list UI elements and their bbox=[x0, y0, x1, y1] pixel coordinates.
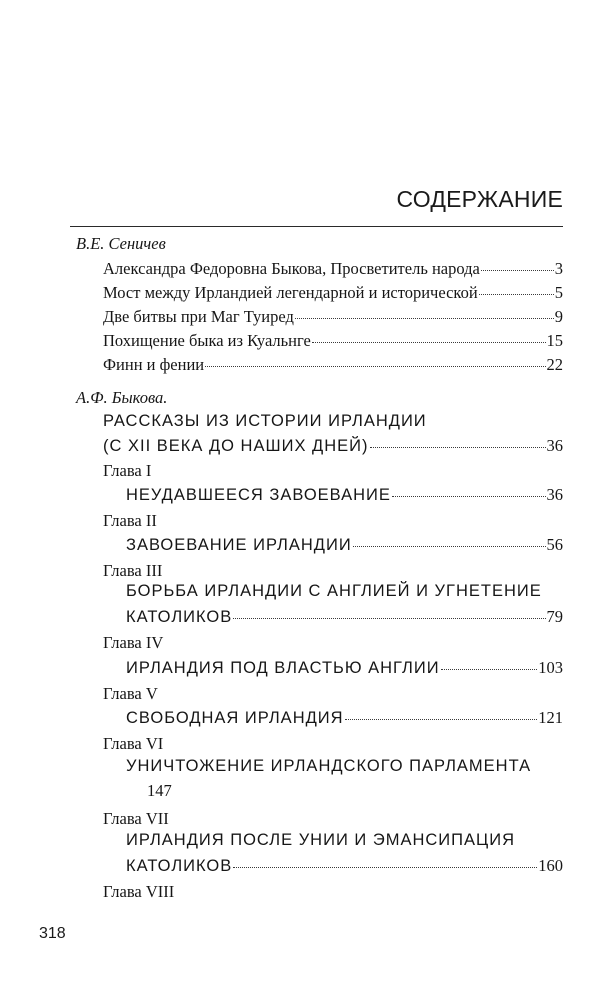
toc-entry-page: 3 bbox=[554, 259, 563, 278]
chapter-label: Глава V bbox=[103, 684, 158, 703]
dot-leader bbox=[295, 317, 554, 319]
dot-leader bbox=[479, 293, 554, 295]
chapter-label: Глава VII bbox=[103, 809, 169, 828]
section-author: А.Ф. Быкова. bbox=[76, 388, 168, 407]
chapter-title: СВОБОДНАЯ ИРЛАНДИЯ bbox=[126, 709, 344, 727]
dot-leader bbox=[370, 446, 546, 448]
dot-leader bbox=[205, 365, 545, 367]
toc-entry-page: 9 bbox=[554, 307, 563, 326]
toc-heading: СОДЕРЖАНИЕ bbox=[396, 186, 563, 212]
dot-leader bbox=[392, 495, 546, 497]
toc-entry-page: 5 bbox=[554, 283, 563, 302]
dot-leader bbox=[233, 617, 545, 619]
dot-leader bbox=[233, 866, 537, 868]
chapter-page: 147 bbox=[147, 781, 172, 800]
chapter-title-line: БОРЬБА ИРЛАНДИИ С АНГЛИЕЙ И УГНЕТЕНИЕ bbox=[126, 582, 542, 600]
chapter-label: Глава VIII bbox=[103, 882, 175, 901]
chapter-entry[interactable] bbox=[126, 856, 563, 876]
chapter-title: НЕУДАВШЕЕСЯ ЗАВОЕВАНИЕ bbox=[126, 486, 391, 504]
chapter-entry[interactable] bbox=[126, 485, 563, 505]
chapter-title: КАТОЛИКОВ bbox=[126, 608, 233, 626]
toc-entry-title: Две битвы при Маг Туиред bbox=[103, 307, 294, 326]
chapter-title: ЗАВОЕВАНИЕ ИРЛАНДИИ bbox=[126, 536, 352, 554]
chapter-page: 103 bbox=[538, 658, 563, 677]
toc-entry[interactable] bbox=[103, 355, 563, 375]
chapter-label: Глава IV bbox=[103, 633, 164, 652]
dot-leader bbox=[312, 341, 546, 343]
chapter-label: Глава I bbox=[103, 461, 152, 480]
chapter-page: 36 bbox=[546, 485, 563, 504]
chapter-title: УНИЧТОЖЕНИЕ ИРЛАНДСКОГО ПАРЛАМЕНТА bbox=[126, 757, 532, 775]
toc-entry[interactable] bbox=[103, 283, 563, 303]
toc-entry-page: 22 bbox=[546, 355, 563, 374]
page-number: 318 bbox=[39, 925, 66, 942]
book-title-line: (С XII ВЕКА ДО НАШИХ ДНЕЙ) bbox=[103, 437, 369, 455]
dot-leader bbox=[441, 668, 538, 670]
chapter-title-line: ИРЛАНДИЯ ПОСЛЕ УНИИ И ЭМАНСИПАЦИЯ bbox=[126, 831, 515, 849]
dot-leader bbox=[353, 545, 546, 547]
toc-entry[interactable] bbox=[103, 259, 563, 279]
toc-entry-title: Александра Федоровна Быкова, Просветитель народа bbox=[103, 259, 480, 278]
chapter-page: 160 bbox=[538, 856, 563, 875]
chapter-entry[interactable] bbox=[126, 535, 563, 555]
toc-entry[interactable] bbox=[103, 307, 563, 327]
chapter-title: КАТОЛИКОВ bbox=[126, 857, 233, 875]
toc-entry[interactable] bbox=[103, 331, 563, 351]
chapter-entry[interactable] bbox=[126, 708, 563, 728]
section-author: В.Е. Сеничев bbox=[76, 234, 166, 253]
toc-entry[interactable] bbox=[103, 436, 563, 456]
dot-leader bbox=[481, 269, 554, 271]
toc-entry-title: Финн и фении bbox=[103, 355, 205, 374]
chapter-label: Глава VI bbox=[103, 734, 164, 753]
chapter-page: 79 bbox=[546, 607, 563, 626]
chapter-title: ИРЛАНДИЯ ПОД ВЛАСТЬЮ АНГЛИИ bbox=[126, 659, 440, 677]
toc-entry-page: 36 bbox=[546, 436, 563, 455]
chapter-page: 121 bbox=[538, 708, 563, 727]
toc-entry-page: 15 bbox=[546, 331, 563, 350]
chapter-entry[interactable] bbox=[126, 607, 563, 627]
chapter-entry[interactable] bbox=[126, 658, 563, 678]
book-title-line: РАССКАЗЫ ИЗ ИСТОРИИ ИРЛАНДИИ bbox=[103, 412, 427, 430]
dot-leader bbox=[345, 718, 538, 720]
chapter-page: 56 bbox=[546, 535, 563, 554]
toc-entry-title: Похищение быка из Куальнге bbox=[103, 331, 311, 350]
toc-entry-title: Мост между Ирландией легендарной и исторической bbox=[103, 283, 478, 302]
chapter-label: Глава III bbox=[103, 561, 163, 580]
chapter-label: Глава II bbox=[103, 511, 157, 530]
